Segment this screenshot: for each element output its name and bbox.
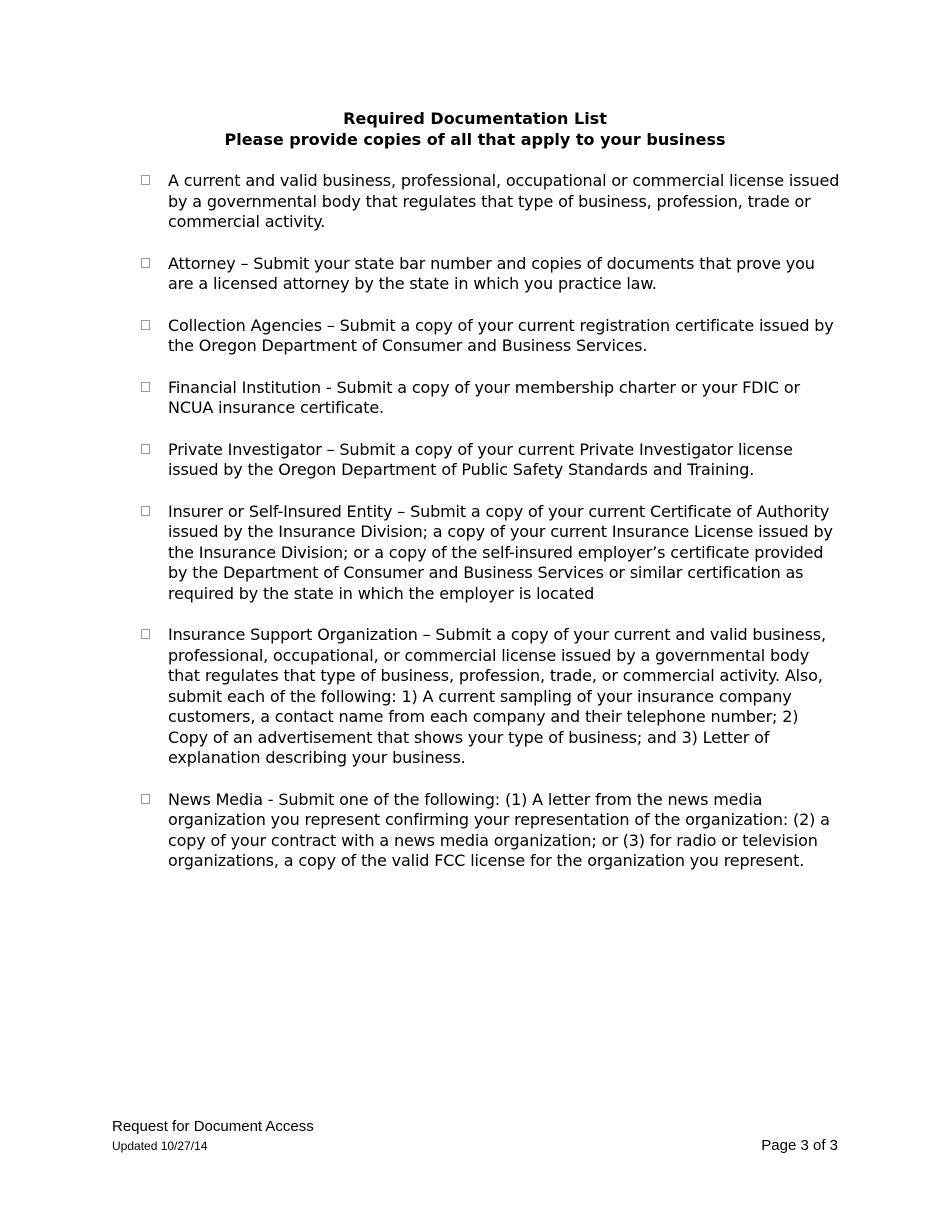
footer-form-title: Request for Document Access (112, 1118, 314, 1135)
checklist-item (140, 378, 840, 419)
checklist-item-text: Financial Institution - Submit a copy of your membership charter or your FDIC or NCUA insurance certificate. (168, 377, 800, 417)
checklist-item-text: Private Investigator – Submit a copy of your current Private Investigator license issued by the Oregon Department of Public Safety Standards and Training. (168, 439, 793, 479)
checklist-item (140, 790, 840, 872)
page-title: Required Documentation List (343, 109, 607, 128)
checkbox-attorney[interactable] (141, 258, 150, 268)
documentation-checklist (140, 171, 840, 893)
checklist-item-text: News Media - Submit one of the following: (1) A letter from the news media organization you represent confirming your representation of the organization: (2) a copy of your contract with a news media organization; or (3) for radio or television organizations, a copy of the valid FCC license for the organization you represent. (168, 789, 830, 870)
checklist-item-text: A current and valid business, professional, occupational or commercial license issued by a governmental body that regulates that type of business, profession, trade or commercial activity. (168, 171, 840, 231)
checklist-item-text: Collection Agencies – Submit a copy of your current registration certificate issued by the Oregon Department of Consumer and Business Services. (168, 315, 834, 355)
checklist-item (140, 625, 840, 769)
checkbox-insurance-support-organization[interactable] (141, 629, 150, 639)
checkbox-insurer[interactable] (141, 506, 150, 516)
checklist-item (140, 440, 840, 481)
checklist-item-text: Insurer or Self-Insured Entity – Submit a copy of your current Certificate of Authority issued by the Insurance Division; a copy of your current Insurance License issued by the Insurance Division; or a copy of the self-insured employer’s certificate provided by the Department of Consumer and Business Services or similar certification as required by the state in which the employer is located (168, 501, 833, 603)
checkbox-business-license[interactable] (141, 175, 150, 185)
checklist-item-text: Attorney – Submit your state bar number and copies of documents that prove you are a licensed attorney by the state in which you practice law. (168, 253, 815, 293)
checklist-item (140, 502, 840, 605)
page-number: Page 3 of 3 (761, 1137, 838, 1154)
document-heading (0, 108, 950, 150)
checkbox-financial-institution[interactable] (141, 382, 150, 392)
checklist-item (140, 254, 840, 295)
checkbox-news-media[interactable] (141, 794, 150, 804)
checkbox-private-investigator[interactable] (141, 444, 150, 454)
checkbox-collection-agencies[interactable] (141, 320, 150, 330)
page-subtitle: Please provide copies of all that apply to your business (224, 130, 726, 149)
footer-updated-date: Updated 10/27/14 (112, 1139, 208, 1153)
checklist-item (140, 316, 840, 357)
checklist-item (140, 171, 840, 233)
checklist-item-text: Insurance Support Organization – Submit a copy of your current and valid business, professional, occupational, or commercial license issued by a governmental body that regulates that type of business, profession, trade, or commercial activity. Also, submit each of the following: 1) A current sampling of your insurance company customers, a contact name from each company and their telephone number; 2) Copy of an advertisement that shows your type of business; and 3) Letter of explanation describing your business. (168, 625, 826, 767)
